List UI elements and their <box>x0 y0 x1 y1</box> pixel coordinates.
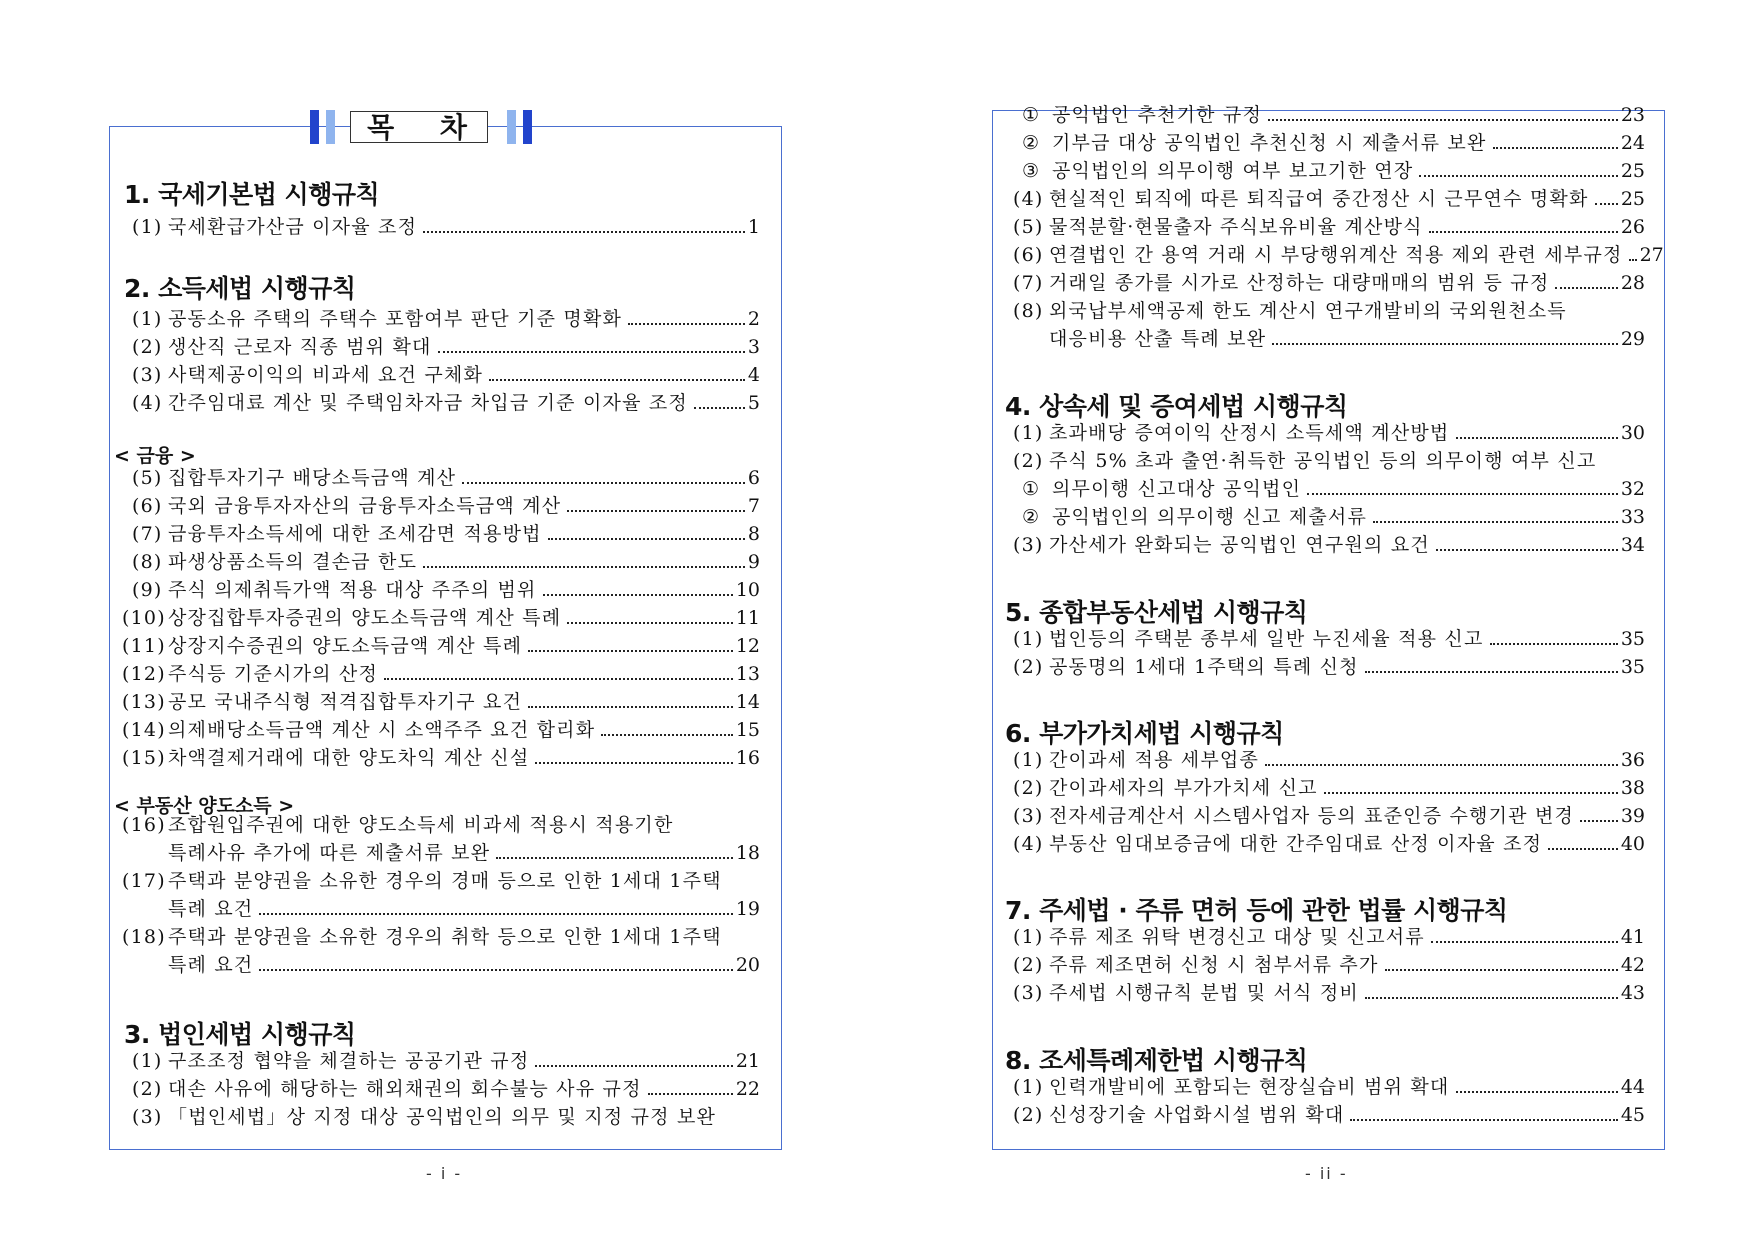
dot-leader <box>462 482 745 484</box>
toc-entry[interactable] <box>1013 952 1645 978</box>
toc-entry-page-number: 43 <box>1620 982 1645 1004</box>
page-number-footer: - i - <box>426 1164 463 1183</box>
toc-entry-number: (13) <box>122 691 166 713</box>
toc-entry-title: 거래일 종가를 시가로 산정하는 대량매매의 범위 등 규정 <box>1049 272 1550 294</box>
toc-entry-title: 가산세가 완화되는 공익법인 연구원의 요건 <box>1049 534 1430 556</box>
toc-entry-title: 국세환급가산금 이자율 조정 <box>168 216 418 238</box>
toc-entry-number: (14) <box>122 719 166 741</box>
toc-entry-page-number: 13 <box>735 663 760 685</box>
toc-entry-page-number: 9 <box>747 551 760 573</box>
toc-entry-title: 주식등 기준시가의 산정 <box>168 663 379 685</box>
dot-leader <box>438 351 745 353</box>
toc-entry-title: 파생상품소득의 결손금 한도 <box>168 551 418 573</box>
toc-entry-page-number: 23 <box>1620 104 1645 126</box>
toc-entry-page-number: 1 <box>747 216 760 238</box>
toc-entry-number: (16) <box>122 814 166 836</box>
toc-entry-page-number: 41 <box>1620 926 1645 948</box>
toc-entry[interactable] <box>132 521 760 547</box>
toc-entry-number: (3) <box>1013 805 1044 827</box>
section-heading: 5. 종합부동산세법 시행규칙 <box>1005 598 1308 627</box>
toc-entry-title: 의제배당소득금액 계산 시 소액주주 요건 합리화 <box>168 719 596 741</box>
toc-entry-title: 초과배당 증여이익 산정시 소득세액 계산방법 <box>1049 422 1450 444</box>
toc-entry-number: (7) <box>132 523 163 545</box>
dot-leader <box>1307 493 1618 495</box>
section-heading: 1. 국세기본법 시행규칙 <box>124 180 380 209</box>
toc-entry[interactable] <box>1013 186 1645 212</box>
toc-entry[interactable] <box>1013 532 1645 558</box>
toc-entry-page-number: 14 <box>735 691 760 713</box>
toc-entry-page-number: 44 <box>1620 1076 1645 1098</box>
dot-leader <box>628 323 745 325</box>
dot-leader <box>1580 820 1618 822</box>
toc-entry[interactable] <box>132 577 760 603</box>
toc-entry-page-number: 16 <box>735 747 760 769</box>
toc-entry-page-number: 2 <box>747 308 760 330</box>
toc-entry[interactable] <box>1013 924 1645 950</box>
toc-entry-title: 공동명의 1세대 1주택의 특례 신청 <box>1049 656 1359 678</box>
dot-leader <box>1555 287 1617 289</box>
toc-entry-title: 주류 제조면허 신청 시 첨부서류 추가 <box>1049 954 1379 976</box>
toc-entry-title: 현실적인 퇴직에 따른 퇴직급여 중간정산 시 근무연수 명확화 <box>1049 188 1589 210</box>
toc-entry-number: (1) <box>132 308 163 330</box>
toc-entry[interactable] <box>132 465 760 491</box>
toc-entry[interactable] <box>168 896 760 922</box>
section-heading: 3. 법인세법 시행규칙 <box>124 1020 356 1049</box>
dot-leader <box>1436 549 1618 551</box>
toc-entry-title: 법인등의 주택분 종부세 일반 누진세율 적용 신고 <box>1049 628 1484 650</box>
toc-entry-title: 특례사유 추가에 따른 제출서류 보완 <box>168 842 491 864</box>
dot-leader <box>548 538 745 540</box>
toc-entry[interactable] <box>132 1048 760 1074</box>
subgroup-label: < 부동산 양도소득 > <box>114 795 295 817</box>
toc-entry-number: (7) <box>1013 272 1044 294</box>
toc-entry-title: 「법인세법」상 지정 대상 공익법인의 의무 및 지정 규정 보완 <box>168 1106 717 1128</box>
toc-entry-page-number: 7 <box>747 495 760 517</box>
toc-entry-title: 국외 금융투자자산의 금융투자소득금액 계산 <box>168 495 562 517</box>
toc-entry-number: (4) <box>1013 833 1044 855</box>
toc-entry-title: 대응비용 산출 특례 보완 <box>1049 328 1267 350</box>
toc-entry-number: (2) <box>1013 450 1044 472</box>
toc-entry[interactable] <box>1013 980 1645 1006</box>
toc-entry-number: (2) <box>1013 1104 1044 1126</box>
toc-entry[interactable] <box>1013 420 1645 446</box>
dot-leader <box>601 734 733 736</box>
title-bar-decoration <box>310 110 319 144</box>
dot-leader <box>259 969 732 971</box>
toc-entry-number: (1) <box>132 216 163 238</box>
toc-entry-page-number: 42 <box>1620 954 1645 976</box>
toc-entry-number: (3) <box>132 364 163 386</box>
toc-entry[interactable] <box>1022 504 1645 530</box>
toc-entry-number: (15) <box>122 747 166 769</box>
toc-entry-page-number: 36 <box>1620 749 1645 771</box>
dot-leader <box>1268 119 1618 121</box>
toc-entry[interactable] <box>132 214 760 240</box>
title-bar-decoration <box>523 110 532 144</box>
toc-entry-title: 주택과 분양권을 소유한 경우의 취학 등으로 인한 1세대 1주택 <box>168 926 722 948</box>
toc-entry-title: 상장지수증권의 양도소득금액 계산 특례 <box>168 635 523 657</box>
toc-entry-title: 생산직 근로자 직종 범위 확대 <box>168 336 432 358</box>
toc-entry-page-number: 35 <box>1620 656 1645 678</box>
toc-entry-number: (12) <box>122 663 166 685</box>
dot-leader <box>1365 997 1618 999</box>
toc-entry[interactable] <box>132 334 760 360</box>
dot-leader <box>1373 521 1618 523</box>
toc-entry[interactable] <box>168 840 760 866</box>
dot-leader <box>1324 792 1618 794</box>
toc-entry-title: 집합투자기구 배당소득금액 계산 <box>168 467 457 489</box>
toc-entry-page-number: 21 <box>735 1050 760 1072</box>
toc-entry-title: 공동소유 주택의 주택수 포함여부 판단 기준 명확화 <box>168 308 623 330</box>
toc-entry[interactable] <box>1013 831 1645 857</box>
toc-entry-number: (1) <box>1013 628 1044 650</box>
toc-entry-number: (8) <box>132 551 163 573</box>
dot-leader <box>1490 643 1618 645</box>
toc-entry-number: (11) <box>122 635 166 657</box>
toc-entry-number: ① <box>1022 478 1041 500</box>
toc-entry-title: 신성장기술 사업화시설 범위 확대 <box>1049 1104 1345 1126</box>
toc-entry-number: (4) <box>1013 188 1044 210</box>
dot-leader <box>423 231 745 233</box>
dot-leader <box>528 706 733 708</box>
toc-entry-page-number: 25 <box>1620 188 1645 210</box>
subgroup-label: < 금융 > <box>114 445 196 467</box>
toc-entry[interactable] <box>1013 654 1645 680</box>
toc-entry-title: 공익법인의 의무이행 신고 제출서류 <box>1052 506 1368 528</box>
toc-entry[interactable] <box>132 362 760 388</box>
dot-leader <box>1429 231 1618 233</box>
toc-entry-number: (1) <box>1013 1076 1044 1098</box>
toc-entry-title: 물적분할·현물출자 주식보유비율 계산방식 <box>1049 216 1423 238</box>
toc-entry-page-number: 45 <box>1620 1104 1645 1126</box>
toc-entry-number: (4) <box>132 392 163 414</box>
toc-entry[interactable] <box>132 549 760 575</box>
toc-entry-title: 공익법인의 의무이행 여부 보고기한 연장 <box>1052 160 1414 182</box>
toc-entry-page-number: 3 <box>747 336 760 358</box>
toc-entry-page-number: 29 <box>1620 328 1645 350</box>
toc-entry-page-number: 11 <box>735 607 760 629</box>
dot-leader <box>1365 671 1618 673</box>
toc-entry[interactable] <box>1013 242 1664 268</box>
toc-entry[interactable] <box>122 868 722 894</box>
toc-entry-title: 부동산 임대보증금에 대한 간주임대료 산정 이자율 조정 <box>1049 833 1543 855</box>
toc-entry-number: (1) <box>132 1050 163 1072</box>
dot-leader <box>1265 764 1618 766</box>
toc-entry-page-number: 18 <box>735 842 760 864</box>
toc-entry-number: (6) <box>1013 244 1044 266</box>
toc-entry-number: (3) <box>132 1106 163 1128</box>
section-heading: 4. 상속세 및 증여세법 시행규칙 <box>1005 392 1348 421</box>
toc-entry-number: ② <box>1022 132 1041 154</box>
toc-entry[interactable] <box>1022 476 1645 502</box>
toc-entry-page-number: 33 <box>1620 506 1645 528</box>
toc-title-banner <box>310 108 532 146</box>
toc-entry-title: 공모 국내주식형 적격집합투자기구 요건 <box>168 691 523 713</box>
toc-entry-page-number: 26 <box>1620 216 1645 238</box>
toc-entry-page-number: 22 <box>735 1078 760 1100</box>
toc-entry[interactable] <box>122 633 760 659</box>
toc-entry-number: (3) <box>1013 534 1044 556</box>
dot-leader <box>384 678 733 680</box>
toc-entry-number: (9) <box>132 579 163 601</box>
dot-leader <box>1456 437 1618 439</box>
toc-entry[interactable] <box>122 745 760 771</box>
title-bar-decoration <box>326 110 335 144</box>
toc-entry-page-number: 40 <box>1620 833 1645 855</box>
toc-entry-number: (2) <box>132 1078 163 1100</box>
toc-entry-number: ① <box>1022 104 1041 126</box>
section-heading: 8. 조세특례제한법 시행규칙 <box>1005 1046 1308 1075</box>
toc-entry-title: 기부금 대상 공익법인 추천신청 시 제출서류 보완 <box>1052 132 1487 154</box>
toc-title: 목 차 <box>350 111 488 143</box>
dot-leader <box>1385 969 1618 971</box>
toc-entry[interactable] <box>132 306 760 332</box>
toc-entry-page-number: 32 <box>1620 478 1645 500</box>
toc-entry-title: 주식 의제취득가액 적용 대상 주주의 범위 <box>168 579 537 601</box>
toc-entry-number: (6) <box>132 495 163 517</box>
toc-entry-page-number: 34 <box>1620 534 1645 556</box>
dot-leader <box>1493 147 1618 149</box>
dot-leader <box>1431 941 1618 943</box>
toc-entry-page-number: 35 <box>1620 628 1645 650</box>
toc-entry-number: (2) <box>1013 954 1044 976</box>
toc-entry-number: ② <box>1022 506 1041 528</box>
toc-entry-title: 상장집합투자증권의 양도소득금액 계산 특례 <box>168 607 562 629</box>
dot-leader <box>567 622 733 624</box>
toc-entry[interactable] <box>122 689 760 715</box>
toc-entry[interactable] <box>122 924 722 950</box>
dot-leader <box>1456 1091 1618 1093</box>
toc-entry[interactable] <box>1013 775 1645 801</box>
toc-entry-number: (18) <box>122 926 166 948</box>
toc-entry[interactable] <box>1013 270 1645 296</box>
toc-entry-page-number: 8 <box>747 523 760 545</box>
toc-entry[interactable] <box>1013 298 1567 324</box>
section-heading: 6. 부가가치세법 시행규칙 <box>1005 719 1284 748</box>
toc-entry-number: (5) <box>1013 216 1044 238</box>
toc-entry[interactable] <box>1013 214 1645 240</box>
toc-entry-title: 구조조정 협약을 체결하는 공공기관 규정 <box>168 1050 530 1072</box>
dot-leader <box>259 913 732 915</box>
toc-entry-page-number: 20 <box>735 954 760 976</box>
toc-entry-number: (17) <box>122 870 166 892</box>
dot-leader <box>535 762 732 764</box>
toc-entry-title: 연결법인 간 용역 거래 시 부당행위계산 적용 제외 관련 세부규정 <box>1049 244 1623 266</box>
dot-leader <box>1419 175 1617 177</box>
page-number-footer: - ii - <box>1305 1164 1348 1183</box>
dot-leader <box>496 857 733 859</box>
toc-entry-page-number: 12 <box>735 635 760 657</box>
toc-entry[interactable] <box>168 952 760 978</box>
toc-entry-page-number: 5 <box>747 392 760 414</box>
toc-entry-number: (1) <box>1013 422 1044 444</box>
toc-entry[interactable] <box>1022 158 1645 184</box>
section-heading: 2. 소득세법 시행규칙 <box>124 274 356 303</box>
dot-leader <box>694 407 745 409</box>
toc-entry-number: (8) <box>1013 300 1044 322</box>
toc-entry-number: (10) <box>122 607 166 629</box>
toc-entry-title: 인력개발비에 포함되는 현장실습비 범위 확대 <box>1049 1076 1450 1098</box>
toc-entry[interactable] <box>1013 803 1645 829</box>
toc-entry[interactable] <box>1022 102 1645 128</box>
toc-entry-number: ③ <box>1022 160 1041 182</box>
toc-entry-title: 금융투자소득세에 대한 조세감면 적용방법 <box>168 523 542 545</box>
toc-entry-title: 대손 사유에 해당하는 해외채권의 회수불능 사유 규정 <box>168 1078 642 1100</box>
toc-entry-page-number: 28 <box>1620 272 1645 294</box>
toc-entry-page-number: 39 <box>1620 805 1645 827</box>
title-bar-decoration <box>507 110 516 144</box>
toc-entry-page-number: 4 <box>747 364 760 386</box>
dot-leader <box>423 566 745 568</box>
toc-entry-page-number: 38 <box>1620 777 1645 799</box>
toc-entry-title: 주세법 시행규칙 분법 및 서식 정비 <box>1049 982 1359 1004</box>
dot-leader <box>1629 259 1637 261</box>
toc-entry-page-number: 15 <box>735 719 760 741</box>
toc-entry-title: 간이과세자의 부가가치세 신고 <box>1049 777 1318 799</box>
toc-entry-page-number: 27 <box>1639 244 1664 266</box>
dot-leader <box>648 1093 733 1095</box>
toc-entry[interactable] <box>132 390 760 416</box>
toc-entry-title: 간이과세 적용 세부업종 <box>1049 749 1260 771</box>
toc-entry[interactable] <box>132 1104 716 1130</box>
toc-entry-page-number: 30 <box>1620 422 1645 444</box>
dot-leader <box>528 650 733 652</box>
toc-entry[interactable] <box>122 661 760 687</box>
toc-entry-number: (5) <box>132 467 163 489</box>
toc-entry-number: (3) <box>1013 982 1044 1004</box>
toc-entry[interactable] <box>122 812 674 838</box>
toc-entry[interactable] <box>122 717 760 743</box>
toc-entry[interactable] <box>1022 130 1645 156</box>
toc-entry[interactable] <box>1013 1102 1645 1128</box>
toc-entry[interactable] <box>1049 326 1645 352</box>
toc-entry[interactable] <box>1013 448 1596 474</box>
toc-entry-title: 전자세금계산서 시스템사업자 등의 표준인증 수행기관 변경 <box>1049 805 1575 827</box>
dot-leader <box>1595 203 1618 205</box>
toc-entry-page-number: 24 <box>1620 132 1645 154</box>
section-heading: 7. 주세법 · 주류 면허 등에 관한 법률 시행규칙 <box>1005 896 1508 925</box>
dot-leader <box>543 594 733 596</box>
toc-entry-title: 주식 5% 초과 출연·취득한 공익법인 등의 의무이행 여부 신고 <box>1049 450 1597 472</box>
toc-entry-number: (1) <box>1013 926 1044 948</box>
dot-leader <box>535 1065 732 1067</box>
dot-leader <box>1272 343 1618 345</box>
toc-entry-title: 간주임대료 계산 및 주택임차자금 차입금 기준 이자율 조정 <box>168 392 688 414</box>
toc-entry-page-number: 6 <box>747 467 760 489</box>
toc-entry-title: 주택과 분양권을 소유한 경우의 경매 등으로 인한 1세대 1주택 <box>168 870 722 892</box>
toc-entry-page-number: 10 <box>735 579 760 601</box>
toc-entry-number: (2) <box>1013 777 1044 799</box>
toc-entry[interactable] <box>132 493 760 519</box>
toc-entry-title: 의무이행 신고대상 공익법인 <box>1052 478 1302 500</box>
toc-entry-title: 특례 요건 <box>168 954 254 976</box>
dot-leader <box>567 510 745 512</box>
toc-entry-title: 외국납부세액공제 한도 계산시 연구개발비의 국외원천소득 <box>1049 300 1567 322</box>
toc-entry[interactable] <box>1013 626 1645 652</box>
toc-entry-title: 사택제공이익의 비과세 요건 구체화 <box>168 364 484 386</box>
toc-entry-page-number: 25 <box>1620 160 1645 182</box>
toc-entry-title: 공익법인 추천기한 규정 <box>1052 104 1263 126</box>
dot-leader <box>1350 1119 1617 1121</box>
dot-leader <box>489 379 745 381</box>
toc-entry[interactable] <box>132 1076 760 1102</box>
toc-entry-title: 조합원입주권에 대한 양도소득세 비과세 적용시 적용기한 <box>168 814 674 836</box>
toc-entry-title: 특례 요건 <box>168 898 254 920</box>
toc-entry[interactable] <box>1013 747 1645 773</box>
toc-entry-title: 주류 제조 위탁 변경신고 대상 및 신고서류 <box>1049 926 1425 948</box>
toc-entry[interactable] <box>1013 1074 1645 1100</box>
toc-entry-title: 차액결제거래에 대한 양도차익 계산 신설 <box>168 747 530 769</box>
toc-entry-number: (2) <box>132 336 163 358</box>
toc-entry-page-number: 19 <box>735 898 760 920</box>
toc-entry-number: (1) <box>1013 749 1044 771</box>
dot-leader <box>1548 848 1618 850</box>
toc-entry-number: (2) <box>1013 656 1044 678</box>
toc-entry[interactable] <box>122 605 760 631</box>
